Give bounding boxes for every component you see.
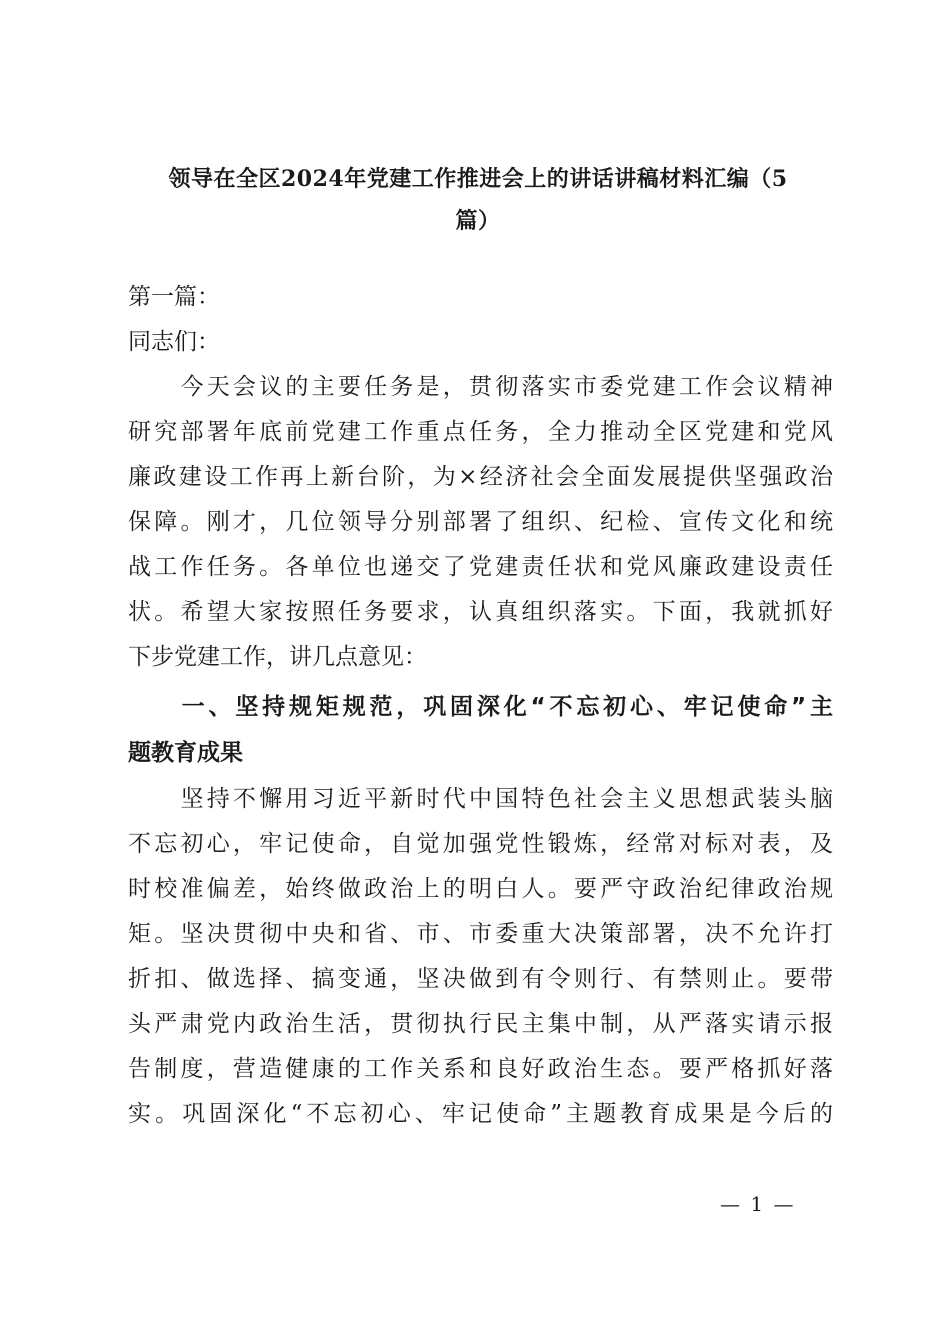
paragraph-2-line: 头严肃党内政治生活，贯彻执行民主集中制，从严落实请示报 (128, 1011, 833, 1037)
paragraph-2-line: 告制度，营造健康的工作关系和良好政治生态。要严格抓好落 (128, 1056, 833, 1082)
paragraph-2-line: 实。巩固深化“不忘初心、牢记使命”主题教育成果是今后的 (128, 1101, 833, 1127)
paragraph-1-line: 下步党建工作，讲几点意见： (128, 644, 427, 670)
paragraph-1-line: 保障。刚才，几位领导分别部署了组织、纪检、宣传文化和统 (128, 509, 833, 535)
paragraph-1-line: 今天会议的主要任务是，贯彻落实市委党建工作会议精神 (128, 374, 833, 400)
paragraph-2-line: 矩。坚决贯彻中央和省、市、市委重大决策部署，决不允许打 (128, 921, 833, 947)
section-label: 第一篇： (128, 284, 220, 310)
paragraph-1-line: 廉政建设工作再上新台阶，为×经济社会全面发展提供坚强政治 (128, 464, 833, 490)
paragraph-2-line: 不忘初心，牢记使命，自觉加强党性锻炼，经常对标对表，及 (128, 831, 833, 857)
page-number: — 1 — (720, 1192, 796, 1216)
paragraph-1-line: 战工作任务。各单位也递交了党建责任状和党风廉政建设责任 (128, 554, 833, 580)
section-heading-line: 题教育成果 (128, 740, 243, 766)
section-heading-line: 一、坚持规矩规范，巩固深化“不忘初心、牢记使命”主 (128, 694, 833, 720)
document-title (128, 158, 828, 242)
title-line-1: 领导在全区2024年党建工作推进会上的讲话讲稿材料汇编（5 (168, 166, 788, 192)
paragraph-1-line: 状。希望大家按照任务要求，认真组织落实。下面，我就抓好 (128, 599, 833, 625)
paragraph-2-line: 时校准偏差，始终做政治上的明白人。要严守政治纪律政治规 (128, 876, 833, 902)
salutation: 同志们： (128, 329, 220, 355)
paragraph-1-line: 研究部署年底前党建工作重点任务，全力推动全区党建和党风 (128, 419, 833, 445)
paragraph-2-line: 折扣、做选择、搞变通，坚决做到有令则行、有禁则止。要带 (128, 966, 833, 992)
paragraph-2-line: 坚持不懈用习近平新时代中国特色社会主义思想武装头脑 (128, 786, 833, 812)
title-line-2: 篇） (455, 208, 501, 234)
